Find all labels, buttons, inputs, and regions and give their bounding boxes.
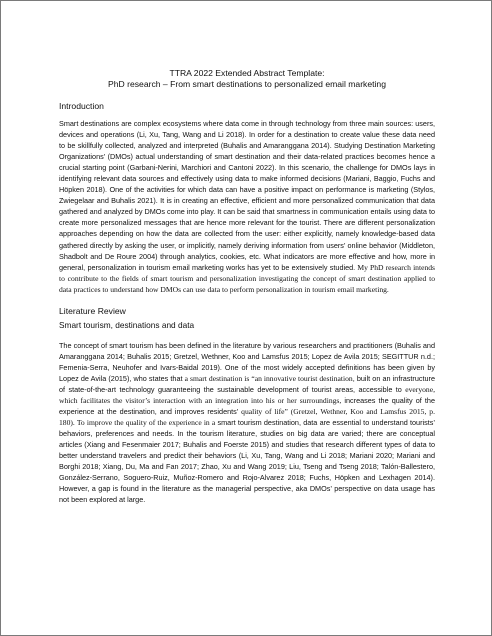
literature-text-b: a smart destination is “an innovative tourist destination	[184, 373, 353, 383]
paper-title-line-1: TTRA 2022 Extended Abstract Template:	[169, 68, 325, 78]
page-content	[59, 68, 435, 505]
introduction-text: Smart destinations are complex ecosystems where data come in through technology from three main sources: users, devices and operations (Li, Xu, Tang, Wang and Li 2018). In order for a destination to create value these data need to be skillfully collected, analyzed and interpreted (Buhalis and Amaranggana 2014). Studying Destination Marketing Organizations’ (DMOs) actual understanding of smart destination and their data-related practices becomes hence a crucial starting point (Garbani-Nerini, Marchiori and Cantoni 2022). In this scenario, the challenge for DMOs lays in identifying relevant data sources and effectively using data to make informed decisions (Mariani, Baggio, Fuchs and Höpken 2018). One of the activities for which data can have a positive impact on performance is marketing (Stylos, Zwiegelaar and Buhalis 2021). It is in creating an effective, efficient and more personalized communication that data gathered and analyzed by DMOs come into play. It can be said that smartness in communication entails using data to create more personalized messages that are hence more relevant for the tourist. There are different personalization approaches depending on how the data are collected from the user: either explicitly, namely knowledge-based data gathered directly by asking the user, or implicitly, namely deriving information from users’ online behavior (Middleton, Shadbolt and De Roure 2004) through analytics, cookies, etc. What indicators are more effective and how, more in general, personalization in tourism email marketing works has yet to be extensively studied.	[59, 119, 435, 272]
paper-title-line-2: PhD research – From smart destinations to personalized email marketing	[108, 79, 386, 89]
introduction-paragraph	[59, 118, 435, 295]
introduction-text-serif: My PhD research intends to contribute to the fields of smart tourism and personalization investigating the concept of smart destination applied to data practices to understand how DMOs can use data to perform personalization in tourism email marketing.	[59, 262, 435, 294]
literature-paragraph	[59, 340, 435, 506]
subsection-heading-smart-tourism: Smart tourism, destinations and data	[59, 319, 195, 330]
literature-text-c: , built on an infrastructure of state-of-the-art technology guaranteeing the sustainable development of tourist areas, accessible to	[59, 373, 435, 394]
literature-text-f: quality of life” (Gretzel, Wethner, Koo and Lamsfus 2015, p. 180). To improve the quality of the experience in a	[59, 407, 435, 428]
literature-text-e: increases the quality of the experience at the destination, and improves residents’	[59, 395, 436, 417]
literature-text-a: The concept of smart tourism has been defined in the literature by various researchers and practitioners (Buhalis and Amaranggana 2014; Buhalis 2015; Gretzel, Wethner, Koo and Lamsfus 2015; Lopez de Avila 2015; SEGITTUR n.d.; Femenia-Serra, Neuhofer and Ivars-Baidal 2019). One of the most widely accepted definitions has been given by Lopez de Avila (2015), who states that	[59, 340, 435, 383]
section-heading-introduction: Introduction	[59, 101, 104, 111]
literature-text-g: smart tourism destination, data are essential to understand tourists’ behaviors, preferences and needs. In the tourism literature, studies on big data are varied; there are conceptual articles (Xiang and Fesenmaier 2017; Buhalis and Foerste 2015) and studies that research different types of data to better understand travelers and predict their behaviors (Li, Xu, Tang, Wang and Li 2018; Mariani 2020; Mariani and Borghi 2018; Xiang, Du, Ma and Fan 2017; Zhao, Xu and Wang 2019; Liu, Tseng and Tseng 2018; Talón-Ballestero, González-Serrano, Soguero-Ruiz, Muñoz-Romero and Rojo-Alvarez 2018; Fuchs, Höpken and Lexhagen 2014). However, a gap is found in the literature as the managerial perspective, aka DMOs’ perspective on data usage has not been explored at large.	[59, 418, 435, 505]
literature-text-d: everyone, which facilitates the visitor’s interaction with an integration into his or her surroundings,	[59, 384, 435, 405]
section-heading-literature-review: Literature Review	[59, 305, 126, 316]
